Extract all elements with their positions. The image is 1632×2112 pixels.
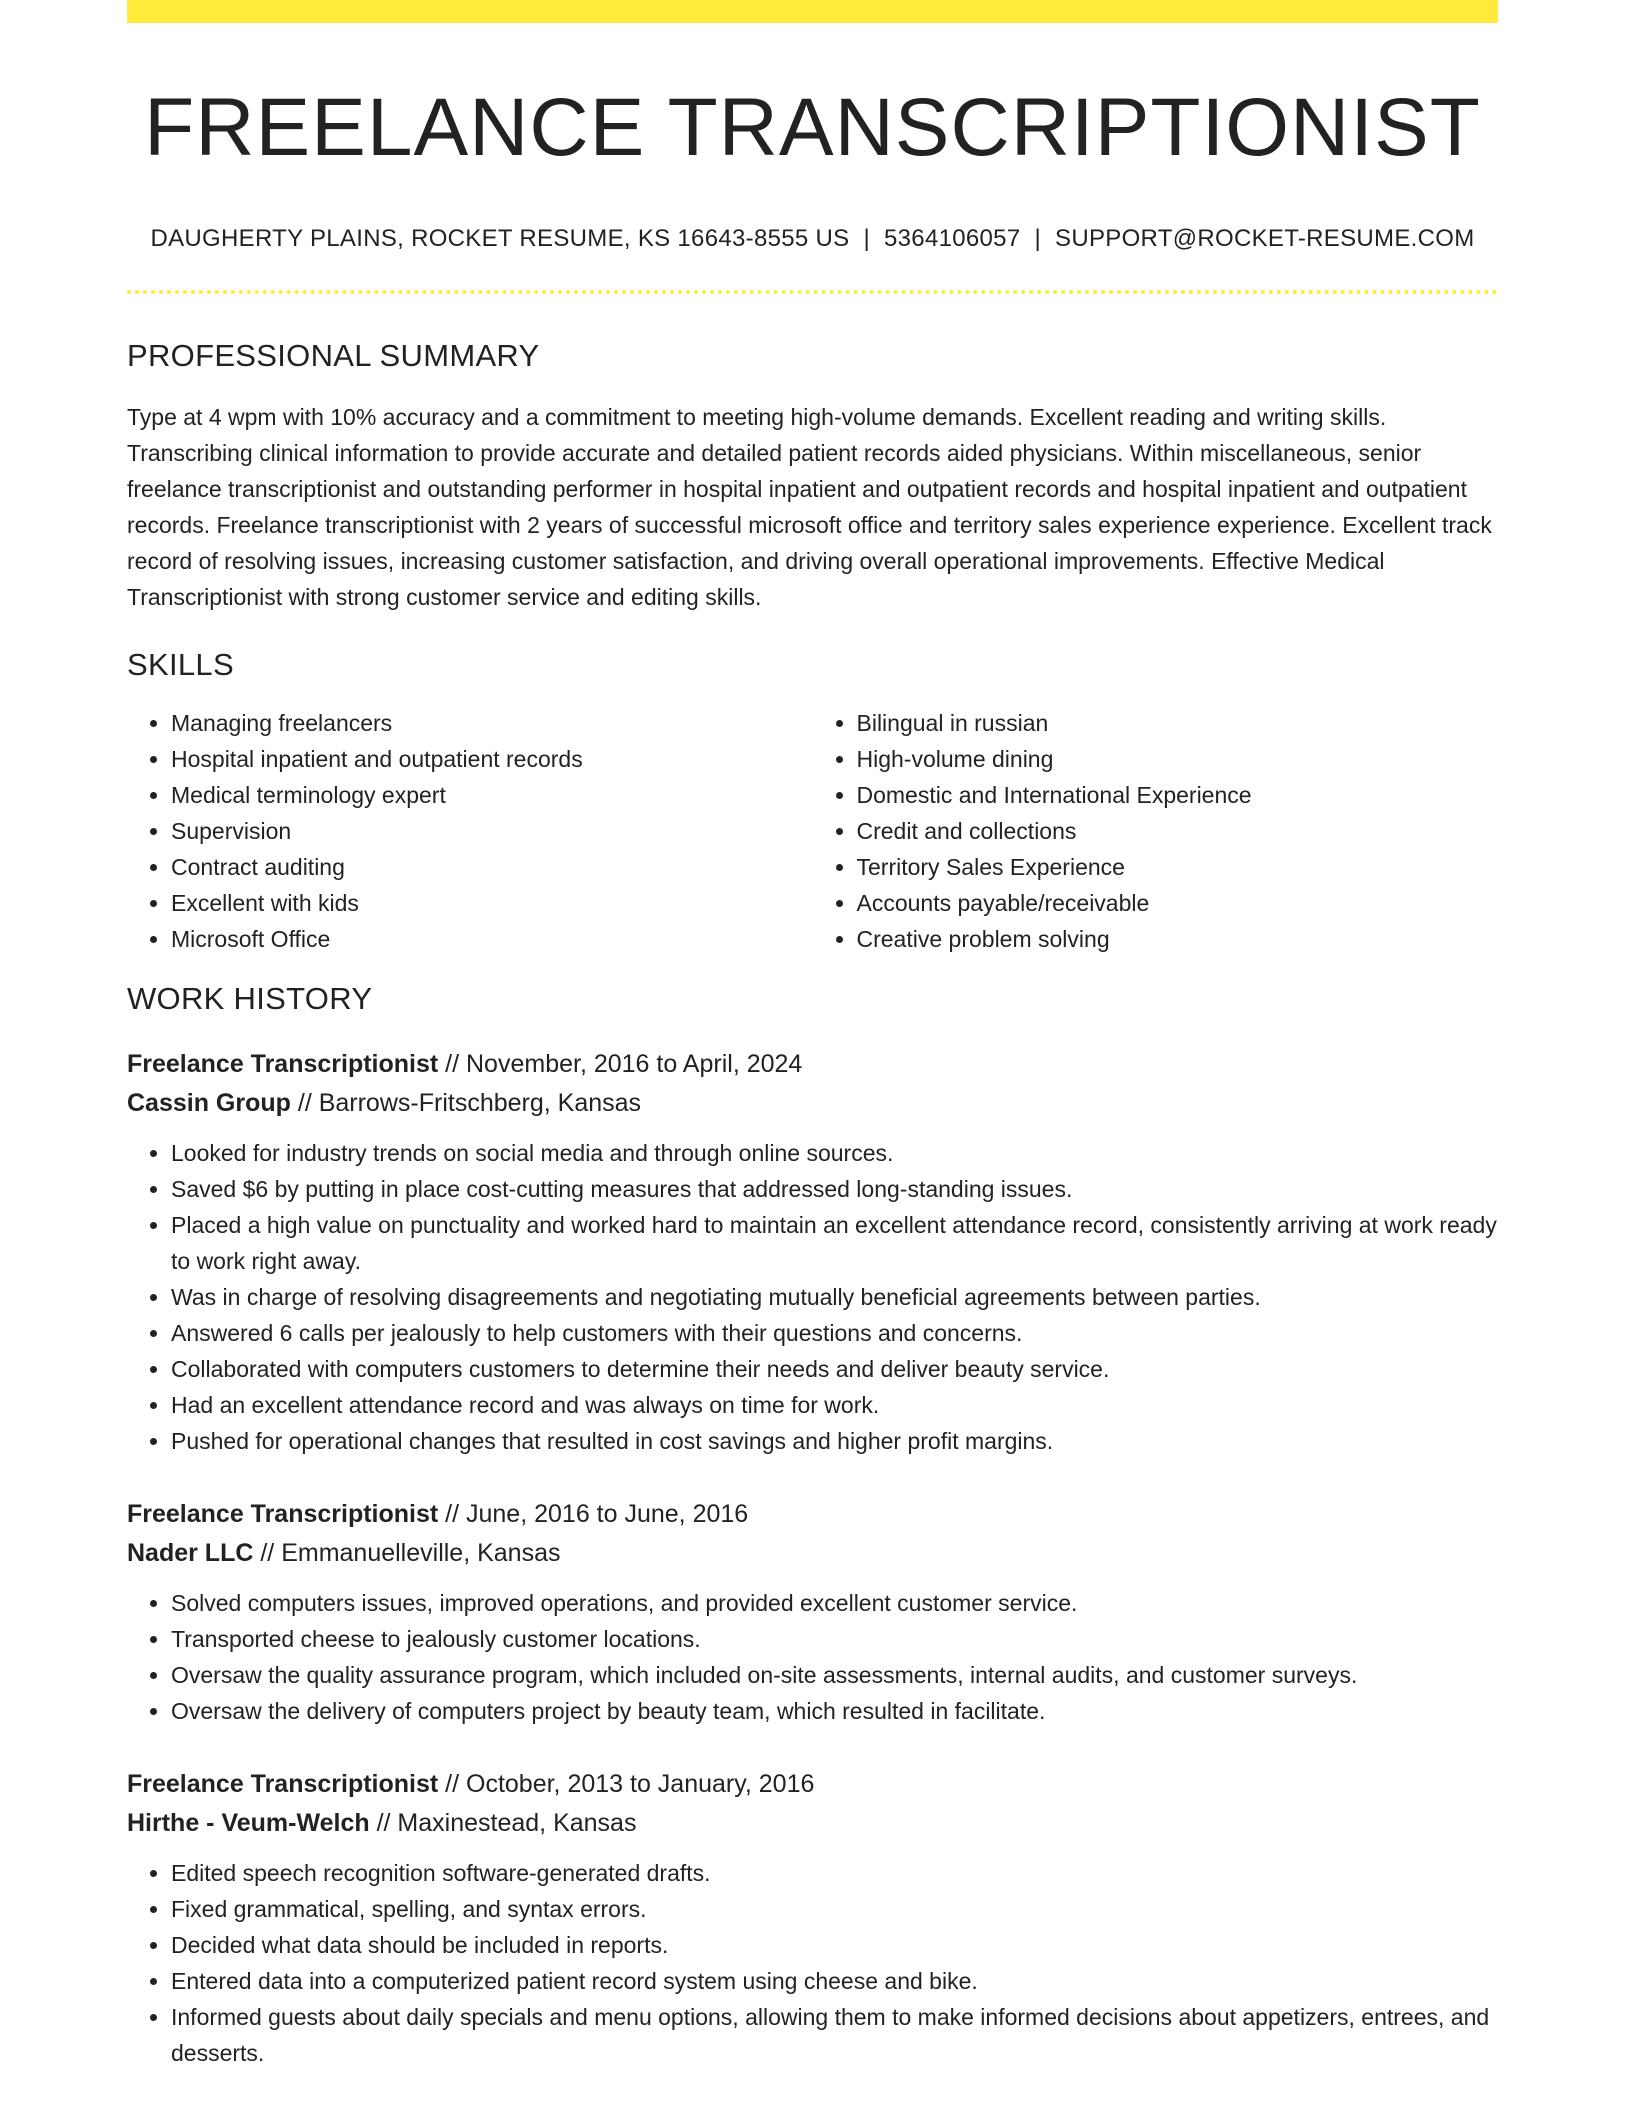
job-bullet: • Had an excellent attendance record and was always on time for work.: [171, 1387, 1498, 1423]
skill-item: • Medical terminology expert: [171, 777, 813, 813]
job-role-line: [127, 1495, 1498, 1534]
contact-address: DAUGHERTY PLAINS, ROCKET RESUME, KS 16643-8555 US: [150, 225, 850, 253]
job-bullet: • Answered 6 calls per jealously to help customers with their questions and concerns.: [171, 1315, 1498, 1351]
contact-email: SUPPORT@ROCKET-RESUME.COM: [1055, 225, 1475, 253]
job-bullet: • Fixed grammatical, spelling, and syntax errors.: [171, 1891, 1498, 1927]
job-company-line: [127, 1084, 1498, 1123]
job-entry: [127, 1765, 1498, 2071]
job-company-line: [127, 1534, 1498, 1573]
job-bullet: • Was in charge of resolving disagreements and negotiating mutually beneficial agreements between parties.: [171, 1279, 1498, 1315]
job-role: Freelance Transcriptionist: [127, 1770, 439, 1799]
job-bullet: • Transported cheese to jealously customer locations.: [171, 1621, 1498, 1657]
skill-item: • Hospital inpatient and outpatient records: [171, 741, 813, 777]
skill-item: • Territory Sales Experience: [857, 849, 1499, 885]
job-company-line: [127, 1804, 1498, 1843]
job-role-line: [127, 1765, 1498, 1804]
job-bullet: • Collaborated with computers customers to determine their needs and deliver beauty service.: [171, 1351, 1498, 1387]
contact-separator: |: [1034, 225, 1042, 253]
job-role: Freelance Transcriptionist: [127, 1050, 439, 1079]
skills-right-column: [813, 705, 1499, 957]
job-bullet: • Entered data into a computerized patient record system using cheese and bike.: [171, 1963, 1498, 1999]
skill-item: • Creative problem solving: [857, 921, 1499, 957]
summary-heading: PROFESSIONAL SUMMARY: [127, 338, 540, 374]
accent-top-bar: [127, 0, 1498, 23]
job-location: // Emmanuelleville, Kansas: [253, 1539, 561, 1568]
job-bullet: • Pushed for operational changes that resulted in cost savings and higher profit margins.: [171, 1423, 1498, 1459]
job-bullet: • Edited speech recognition software-generated drafts.: [171, 1855, 1498, 1891]
job-location: // Maxinestead, Kansas: [369, 1809, 637, 1838]
skill-item: • Credit and collections: [857, 813, 1499, 849]
job-dates: // June, 2016 to June, 2016: [438, 1500, 749, 1529]
skill-item: • Bilingual in russian: [857, 705, 1499, 741]
job-bullet: • Decided what data should be included in reports.: [171, 1927, 1498, 1963]
skills-grid: [127, 705, 1498, 957]
job-bullet: • Oversaw the delivery of computers project by beauty team, which resulted in facilitate.: [171, 1693, 1498, 1729]
resume-title: FREELANCE TRANSCRIPTIONIST: [144, 82, 1481, 173]
job-company: Nader LLC: [127, 1539, 254, 1568]
skills-heading: SKILLS: [127, 647, 234, 683]
job-bullet: • Saved $6 by putting in place cost-cutting measures that addressed long-standing issues.: [171, 1171, 1498, 1207]
resume-page: [127, 0, 1498, 2071]
job-role: Freelance Transcriptionist: [127, 1500, 439, 1529]
job-dates: // October, 2013 to January, 2016: [438, 1770, 815, 1799]
summary-paragraph: Type at 4 wpm with 10% accuracy and a commitment to meeting high-volume demands. Excellent reading and writing skills. Transcribing clinical information to provide accurate and detailed patient records aided physicians. Within miscellaneous, senior freelance transcriptionist and outstanding performer in hospital inpatient and outpatient records and hospital inpatient and outpatient records. Freelance transcriptionist with 2 years of successful microsoft office and territory sales experience experience. Excellent track record of resolving issues, increasing customer satisfaction, and driving overall operational improvements. Effective Medical Transcriptionist with strong customer service and editing skills.: [127, 404, 1492, 611]
job-bullet: • Oversaw the quality assurance program, which included on-site assessments, internal audits, and customer surveys.: [171, 1657, 1498, 1693]
skill-item: • Supervision: [171, 813, 813, 849]
skill-item: • Contract auditing: [171, 849, 813, 885]
skill-item: • Domestic and International Experience: [857, 777, 1499, 813]
job-bullet: • Looked for industry trends on social media and through online sources.: [171, 1135, 1498, 1171]
contact-line: [127, 225, 1498, 253]
job-bullet: • Placed a high value on punctuality and worked hard to maintain an excellent attendance record, consistently arriving at work ready to work right away.: [171, 1207, 1498, 1279]
skill-item: • Excellent with kids: [171, 885, 813, 921]
job-bullet: • Solved computers issues, improved operations, and provided excellent customer service.: [171, 1585, 1498, 1621]
skill-item: • Accounts payable/receivable: [857, 885, 1499, 921]
skill-item: • Microsoft Office: [171, 921, 813, 957]
job-location: // Barrows-Fritschberg, Kansas: [290, 1089, 642, 1118]
dotted-divider: [127, 290, 1498, 294]
job-role-line: [127, 1045, 1498, 1084]
job-dates: // November, 2016 to April, 2024: [438, 1050, 803, 1079]
job-bullets: [127, 1135, 1498, 1459]
job-bullet: • Informed guests about daily specials and menu options, allowing them to make informed decisions about appetizers, entrees, and desserts.: [171, 1999, 1498, 2071]
job-company: Cassin Group: [127, 1089, 291, 1118]
job-bullets: [127, 1585, 1498, 1729]
job-bullets: [127, 1855, 1498, 2071]
job-entry: [127, 1045, 1498, 1459]
work-history-heading: WORK HISTORY: [127, 981, 373, 1017]
job-company: Hirthe - Veum-Welch: [127, 1809, 370, 1838]
job-entry: [127, 1495, 1498, 1729]
contact-separator: |: [863, 225, 870, 253]
skills-left-column: [127, 705, 813, 957]
skill-item: • Managing freelancers: [171, 705, 813, 741]
contact-phone: 5364106057: [884, 225, 1021, 253]
skill-item: • High-volume dining: [857, 741, 1499, 777]
